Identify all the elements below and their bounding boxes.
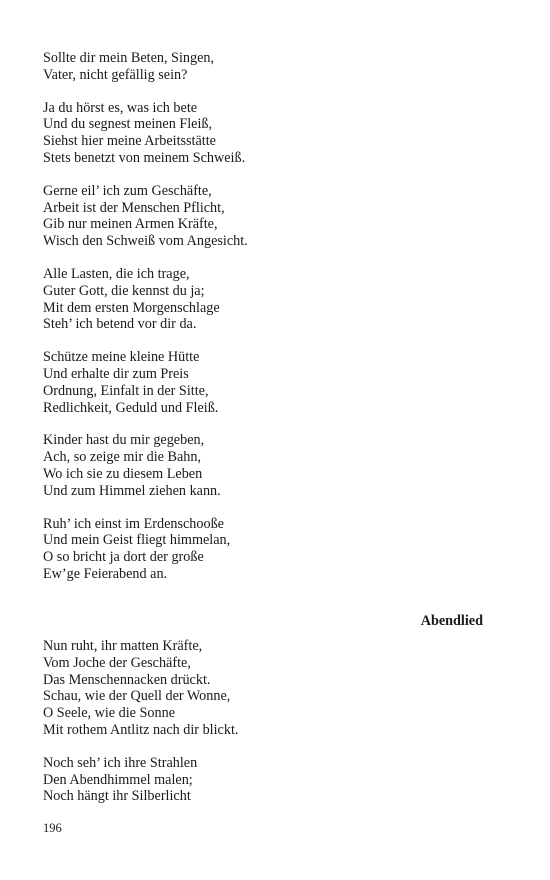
verse-line: Redlichkeit, Geduld und Fleiß.	[43, 399, 219, 416]
stanza	[43, 50, 483, 84]
page-number: 196	[43, 821, 62, 835]
verse-line: Ruh’ ich einst im Erdenschooße	[43, 515, 224, 532]
verse-line: Gerne eil’ ich zum Geschäfte,	[43, 182, 212, 199]
verse-line: Ach, so zeige mir die Bahn,	[43, 449, 201, 466]
stanza	[43, 638, 483, 739]
verse-line: Alle Lasten, die ich trage,	[43, 265, 190, 282]
verse-line: O Seele, wie die Sonne	[43, 705, 175, 722]
verse-line: Schau, wie der Quell der Wonne,	[43, 688, 231, 705]
verse-line: Stets benetzt von meinem Schweiß.	[43, 149, 246, 166]
stanza	[43, 266, 483, 333]
verse-line: Guter Gott, die kennst du ja;	[43, 282, 205, 299]
verse-line: Nun ruht, ihr matten Kräfte,	[43, 638, 203, 654]
verse-line: Das Menschennacken drückt.	[43, 671, 211, 688]
verse-line: Und mein Geist fliegt himmelan,	[43, 532, 231, 549]
verse-line: Vom Joche der Geschäfte,	[43, 654, 191, 671]
verse-line: Wisch den Schweiß vom Angesicht.	[43, 233, 248, 250]
verse-line: Und zum Himmel ziehen kann.	[43, 482, 221, 499]
verse-line: Noch seh’ ich ihre Strahlen	[43, 754, 198, 771]
verse-line: Noch hängt ihr Silberlicht	[43, 788, 191, 805]
verse-line: Und du segnest meinen Fleiß,	[43, 116, 213, 133]
stanza	[43, 755, 483, 805]
stanza	[43, 183, 483, 250]
verse-line: O so bricht ja dort der große	[43, 549, 204, 566]
verse-line: Sollte dir mein Beten, Singen,	[43, 50, 215, 66]
verse-line: Ordnung, Einfalt in der Sitte,	[43, 382, 209, 399]
verse-line: Wo ich sie zu diesem Leben	[43, 465, 203, 482]
poem-title: Abendlied	[420, 613, 483, 629]
verse-line: Ew’ge Feierabend an.	[43, 565, 168, 582]
verse-line: Schütze meine kleine Hütte	[43, 349, 200, 366]
verse-line: Mit dem ersten Morgenschlage	[43, 299, 220, 316]
verse-line: Vater, nicht gefällig sein?	[43, 66, 188, 83]
verse-line: Gib nur meinen Armen Kräfte,	[43, 216, 218, 233]
verse-line: Steh’ ich betend vor dir da.	[43, 316, 197, 333]
stanza	[43, 349, 483, 416]
stanza	[43, 100, 483, 167]
poem-abendlied	[43, 638, 483, 821]
stanza	[43, 432, 483, 499]
verse-line: Kinder hast du mir gegeben,	[43, 432, 205, 449]
verse-line: Siehst hier meine Arbeitsstätte	[43, 133, 216, 150]
verse-line: Den Abendhimmel malen;	[43, 771, 193, 788]
verse-line: Ja du hörst es, was ich bete	[43, 99, 198, 116]
verse-line: Und erhalte dir zum Preis	[43, 365, 189, 382]
poem-continued	[43, 50, 483, 599]
stanza	[43, 516, 483, 583]
verse-line: Mit rothem Antlitz nach dir blickt.	[43, 721, 239, 738]
verse-line: Arbeit ist der Menschen Pflicht,	[43, 199, 225, 216]
